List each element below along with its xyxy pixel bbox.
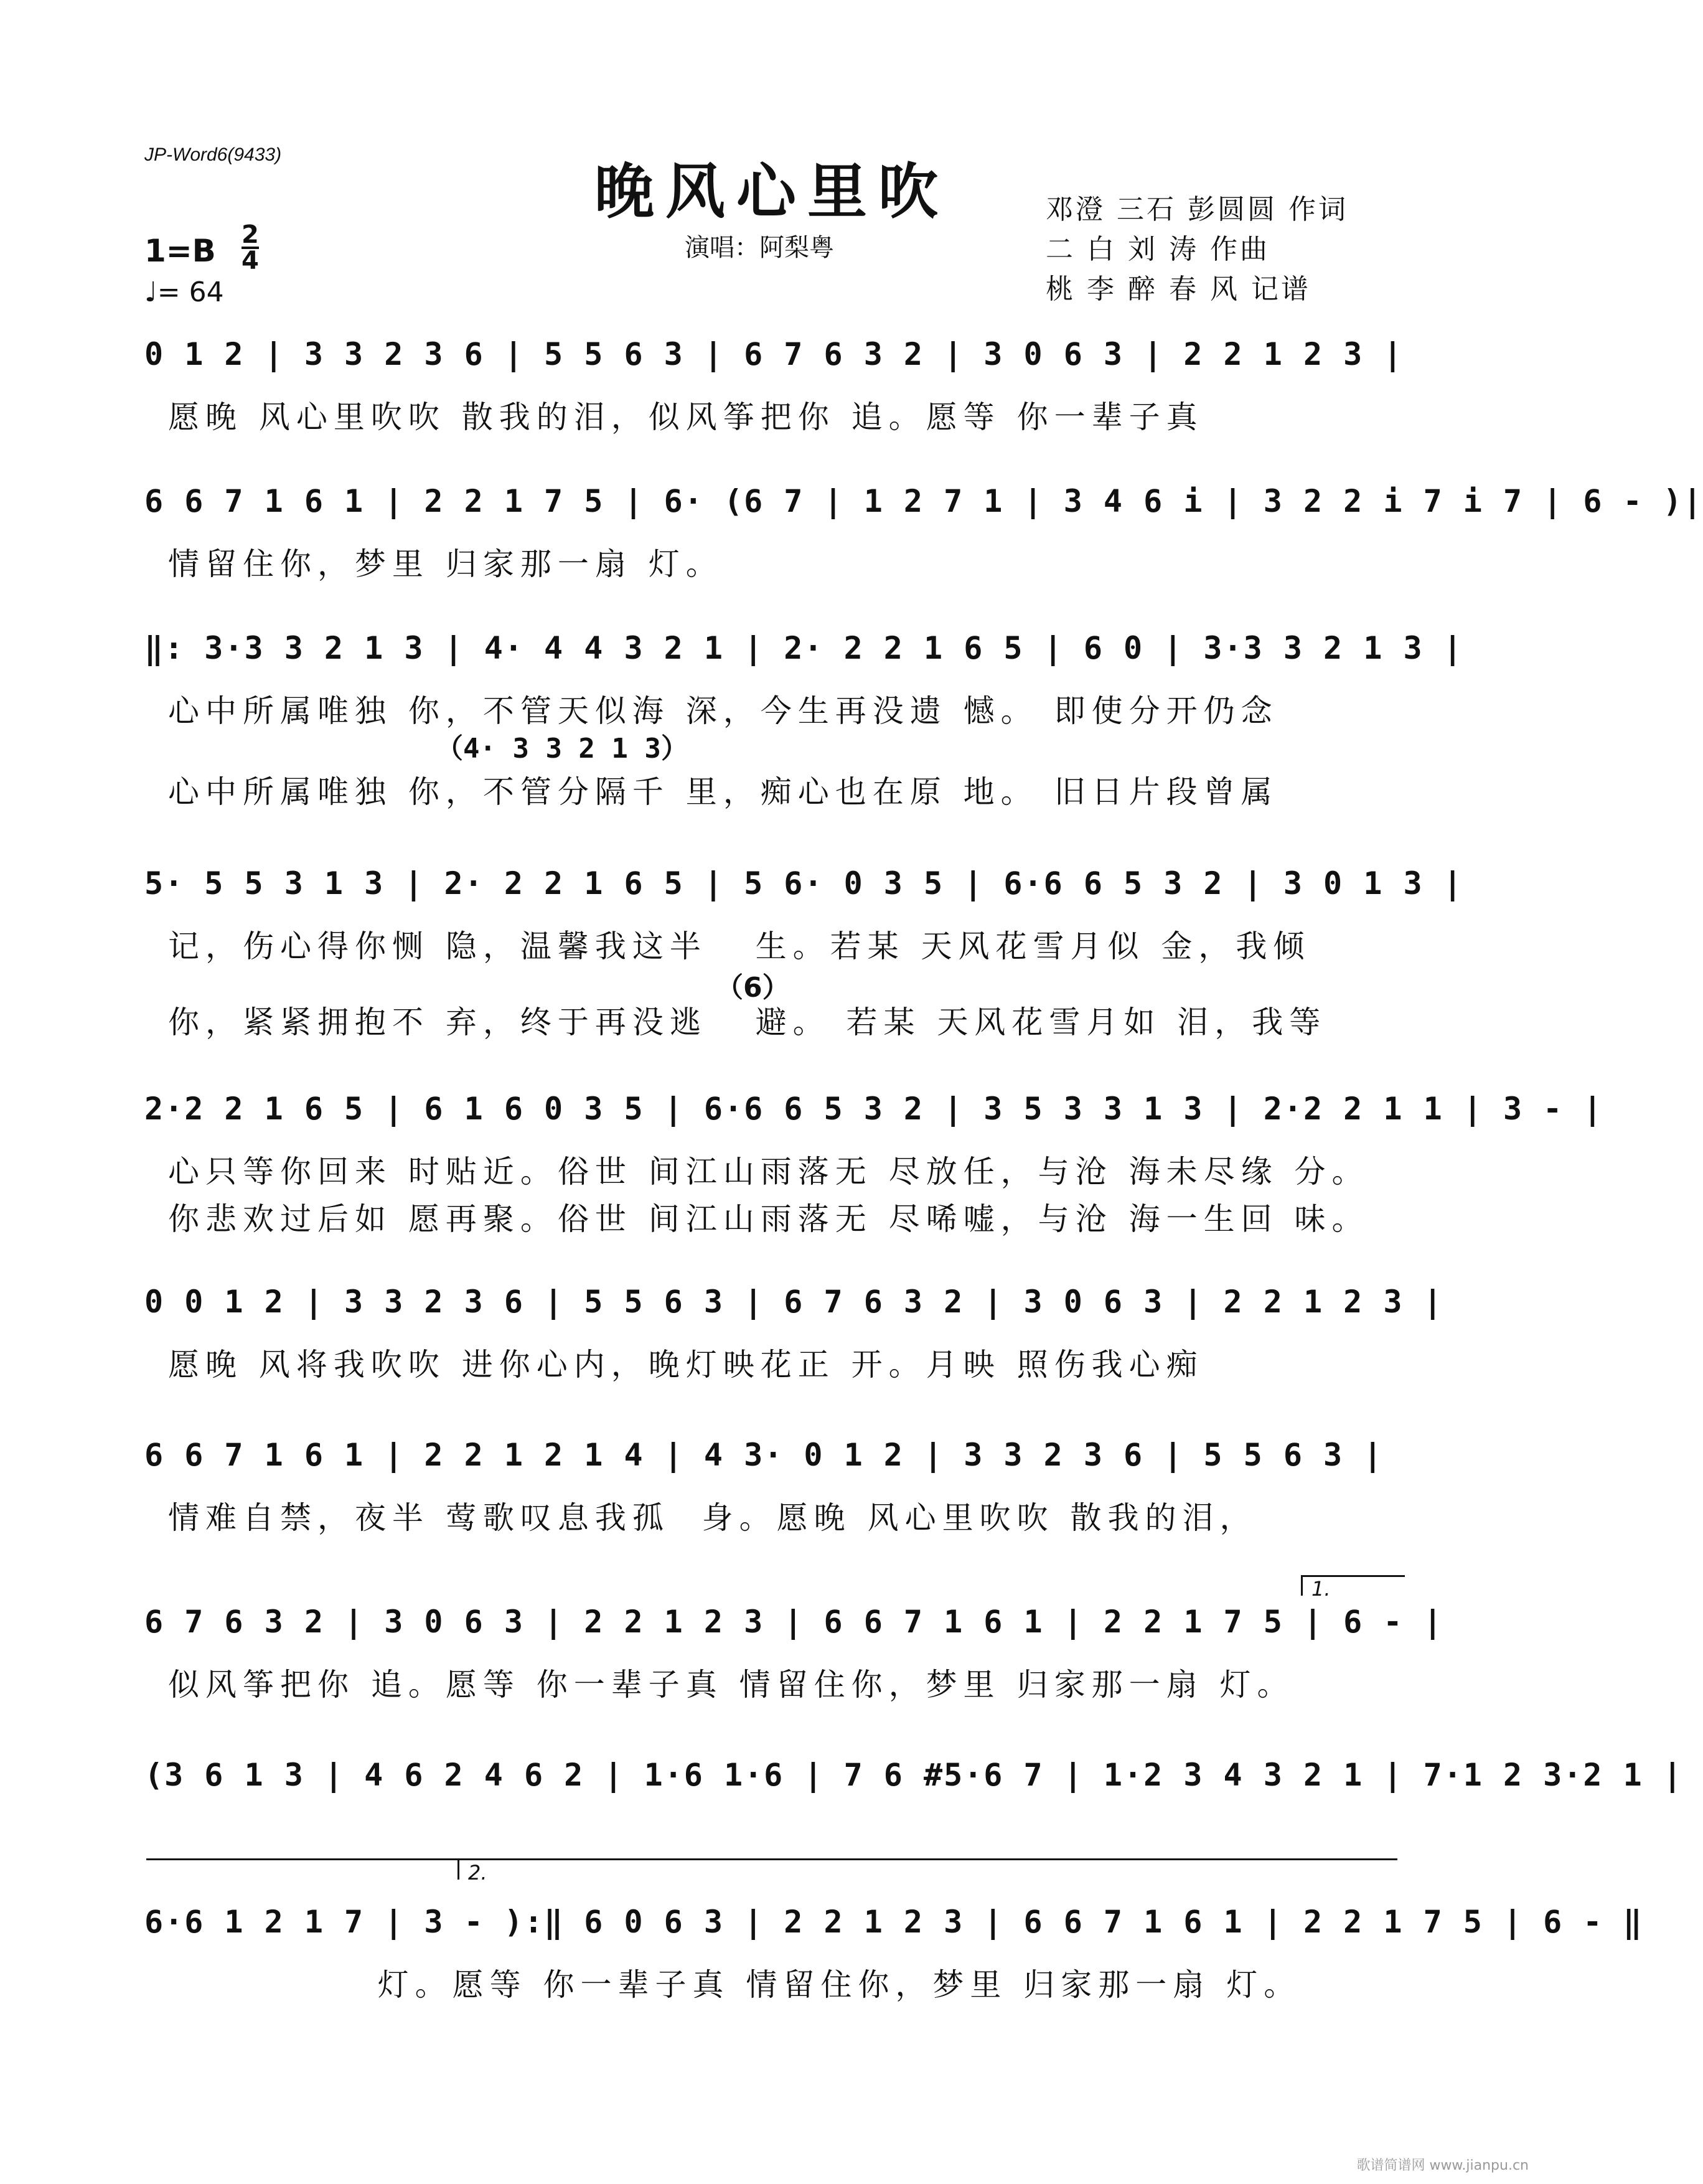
notation-row-3: ‖: 3·3 3 2 1 3 | 4· 4 4 3 2 1 | 2· 2 2 1 6 5 | 6 0 | 3·3 3 2 1 3 | [144,630,1463,666]
notation-row-9: (3 6 1 3 | 4 6 2 4 6 2 | 1·6 1·6 | 7 6 #5·6 7 | 1·2 3 4 3 2 1 | 7·1 2 3·2 1 | [144,1757,1683,1793]
ending-bracket-line [146,1858,1397,1873]
notation-row-7: 6 6 7 1 6 1 | 2 2 1 2 1 4 | 4 3· 0 1 2 | 3 3 2 3 6 | 5 5 6 3 | [144,1437,1384,1473]
lyric-row-4b: 你，紧紧拥抱不 弃，终于再没逃 避。 若某 天风花雪月如 泪，我等 [168,1004,1327,1040]
notation-row-4: 5· 5 5 3 1 3 | 2· 2 2 1 6 5 | 5 6· 0 3 5 | 6·6 6 5 3 2 | 3 0 1 3 | [144,865,1463,901]
site-watermark: 歌谱简谱网 www.jianpu.cn [1356,2158,1529,2173]
second-ending-bracket: 2. [457,1858,593,1880]
notation-row-10: 6·6 1 2 1 7 | 3 - ):‖ 6 0 6 3 | 2 2 1 2 3 | 6 6 7 1 6 1 | 2 2 1 7 5 | 6 - ‖ [144,1904,1643,1940]
first-ending-bracket: 1. [1301,1575,1405,1596]
time-signature-bottom: 4 [242,247,259,275]
transcriber-credit: 桃 李 醉 春 风 记谱 [1046,273,1311,305]
lyric-row-1: 愿晚 风心里吹吹 散我的泪，似风筝把你 追。愿等 你一辈子真 [168,399,1204,435]
lyric-row-4a: 记，伤心得你恻 隐，温馨我这半 生。若某 天风花雪月似 金，我倾 [168,928,1311,964]
lyricist-credit: 邓澄 三石 彭圆圆 作词 [1046,194,1348,225]
lyric-row-6: 愿晚 风将我吹吹 进你心内，晚灯映花正 开。月映 照伤我心痴 [168,1347,1204,1383]
lyric-row-7: 情难自禁，夜半 莺歌叹息我孤 身。愿晚 风心里吹吹 散我的泪， [168,1500,1257,1536]
composer-credit: 二 白 刘 涛 作曲 [1046,233,1270,265]
notation-row-6: 0 0 1 2 | 3 3 2 3 6 | 5 5 6 3 | 6 7 6 3 2 | 3 0 6 3 | 2 2 1 2 3 | [144,1284,1443,1320]
singer-label: 演唱：阿梨粤 [685,233,834,262]
song-title: 晚风心里吹 [594,156,949,227]
lyric-row-3a: 心中所属唯独 你，不管天似海 深，今生再没遗 憾。 即使分开仍念 [168,693,1278,729]
lyric-row-5a: 心只等你回来 时贴近。俗世 间江山雨落无 尽放任，与沧 海未尽缘 分。 [168,1154,1369,1190]
alternate-note: （6） [716,972,790,1004]
alternate-notation: （4· 3 3 2 1 3） [436,733,688,765]
tempo-mark: ♩= 64 [144,276,224,308]
lyric-row-10: 灯。愿等 你一辈子真 情留住你，梦里 归家那一扇 灯。 [168,1967,1302,2003]
software-label: JP-Word6(9433) [144,144,282,165]
lyric-row-3b: 心中所属唯独 你，不管分隔千 里，痴心也在原 地。 旧日片段曾属 [168,774,1278,810]
lyric-row-8: 似风筝把你 追。愿等 你一辈子真 情留住你，梦里 归家那一扇 灯。 [168,1667,1295,1703]
notation-row-8: 6 7 6 3 2 | 3 0 6 3 | 2 2 1 2 3 | 6 6 7 1 6 1 | 2 2 1 7 5 | 6 - | [144,1604,1443,1640]
notation-row-2: 6 6 7 1 6 1 | 2 2 1 7 5 | 6· (6 7 | 1 2 7 1 | 3 4 6 i | 3 2 2 i 7 i 7 | 6 - )| [144,483,1703,519]
time-signature [242,220,259,275]
lyric-row-2: 情留住你，梦里 归家那一扇 灯。 [168,546,723,582]
time-signature-top: 2 [242,220,259,249]
lyric-row-5b: 你悲欢过后如 愿再聚。俗世 间江山雨落无 尽唏嘘，与沧 海一生回 味。 [168,1201,1369,1237]
notation-row-5: 2·2 2 1 6 5 | 6 1 6 0 3 5 | 6·6 6 5 3 2 | 3 5 3 3 1 3 | 2·2 2 1 1 | 3 - | [144,1091,1603,1127]
notation-row-1: 0 1 2 | 3 3 2 3 6 | 5 5 6 3 | 6 7 6 3 2 | 3 0 6 3 | 2 2 1 2 3 | [144,336,1404,372]
key-signature: 1=B [144,233,216,269]
